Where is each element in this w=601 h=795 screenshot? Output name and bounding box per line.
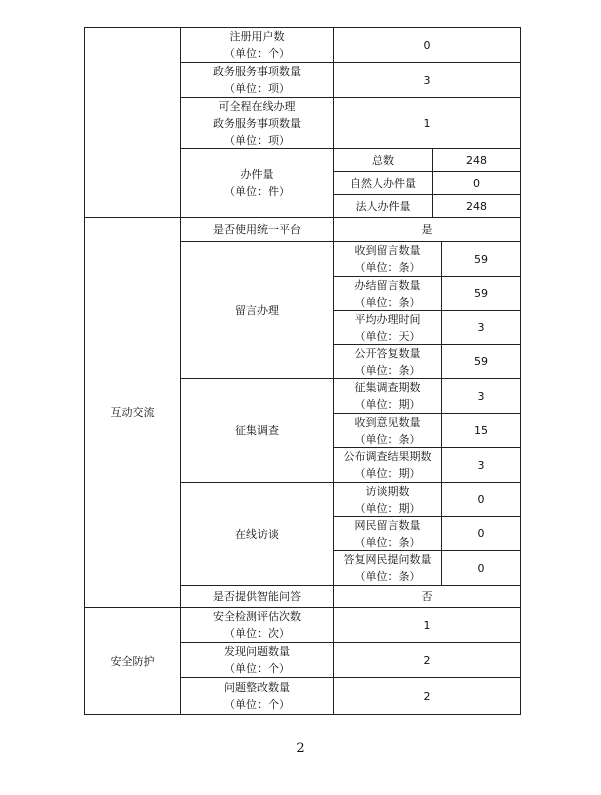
security-section-label: 安全防护 <box>110 654 155 668</box>
gov-service-items-value: 3 <box>423 73 431 87</box>
security-tests-label: 安全检测评估次数 （单位：次） <box>213 610 301 640</box>
survey-periods-label: 征集调查期数 （单位：期） <box>354 381 421 411</box>
unified-platform-value: 是 <box>421 223 433 236</box>
issues-found-value: 2 <box>423 653 431 667</box>
registered-users-label: 注册用户数 （单位：个） <box>224 30 290 60</box>
full-online-value: 1 <box>423 116 431 130</box>
survey-results-label: 公布调查结果期数 （单位：期） <box>343 450 432 480</box>
full-online-label: 可全程在线办理 政务服务事项数量 （单位：项） <box>213 99 301 147</box>
netizen-msgs-value: 0 <box>477 527 485 540</box>
page-number: 2 <box>296 741 305 756</box>
handled-total-label: 总数 <box>372 153 394 167</box>
handled-total-value: 248 <box>466 153 487 167</box>
security-tests-value: 1 <box>423 618 431 632</box>
public-replies-value: 59 <box>474 355 488 368</box>
messages-received-label: 收到留言数量 （单位：条） <box>354 244 421 274</box>
issues-found-label: 发现问题数量 （单位：个） <box>224 645 290 675</box>
answered-value: 0 <box>477 561 485 575</box>
interview-periods-label: 访谈期数 （单位：期） <box>354 484 421 515</box>
avg-time-value: 3 <box>477 321 485 334</box>
interaction-section-label: 互动交流 <box>110 406 155 419</box>
opinions-label: 收到意见数量 （单位：条） <box>354 415 421 446</box>
messages-closed-label: 办结留言数量 （单位：条） <box>354 278 421 309</box>
answered-label: 答复网民提问数量 （单位：条） <box>343 553 432 583</box>
messages-closed-value: 59 <box>474 287 488 300</box>
interview-label: 在线访谈 <box>235 527 279 541</box>
handled-label: 办件量 （单位：件） <box>224 168 290 198</box>
survey-results-value: 3 <box>477 458 485 472</box>
public-replies-label: 公开答复数量 （单位：条） <box>354 346 421 377</box>
handled-natural-label: 自然人办件量 <box>350 176 416 190</box>
gov-service-items-label: 政务服务事项数量 （单位：项） <box>213 65 301 95</box>
messages-label: 留言办理 <box>235 303 279 317</box>
netizen-msgs-label: 网民留言数量 （单位：条） <box>354 518 421 549</box>
smart-qa-value: 否 <box>421 590 433 603</box>
opinions-value: 15 <box>474 424 488 437</box>
smart-qa-label: 是否提供智能问答 <box>213 590 301 603</box>
handled-legal-value: 248 <box>466 199 487 213</box>
interview-periods-value: 0 <box>477 493 485 506</box>
issues-fixed-label: 问题整改数量 （单位：个） <box>224 681 290 711</box>
survey-label: 征集调查 <box>235 424 279 437</box>
survey-periods-value: 3 <box>477 389 485 403</box>
avg-time-label: 平均办理时间 （单位：天） <box>354 312 421 343</box>
registered-users-value: 0 <box>423 38 431 52</box>
issues-fixed-value: 2 <box>423 689 431 703</box>
unified-platform-label: 是否使用统一平台 <box>213 223 301 236</box>
handled-natural-value: 0 <box>473 176 480 190</box>
messages-received-value: 59 <box>474 252 488 266</box>
handled-legal-label: 法人办件量 <box>355 199 411 213</box>
